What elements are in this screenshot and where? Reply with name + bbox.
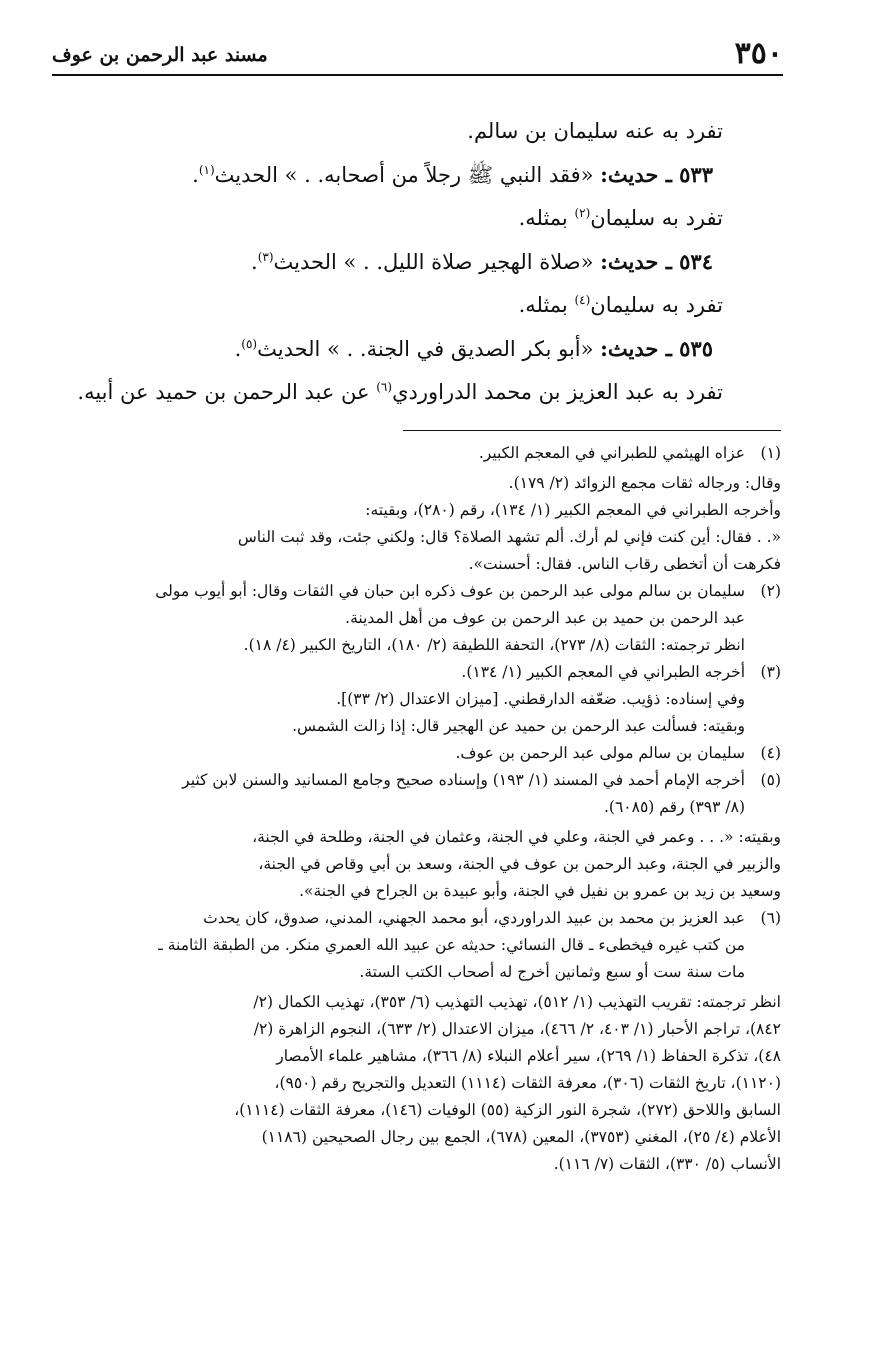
footnote-mark: (٤) [760, 744, 781, 762]
footnote-continuation-line: الأعلام (٤/ ٢٥)، المغني (٣٧٥٣)، المعين (٦٧٨)، الجمع بين رجال الصحيحين (١١٨٦) [261, 1128, 781, 1146]
hadith-number: ٥٣٥ ـ حديث: [600, 336, 713, 361]
footnote-line: سليمان بن سالم مولى عبد الرحمن بن عوف ذكره ابن حبان في الثقات وقال: أبو أيوب مولى [155, 582, 745, 600]
footnote-mark: (٢) [760, 582, 781, 600]
footnote-line: من كتب غيره فيخطىء ـ قال النسائي: حديثه عن عبيد الله العمري منكر. من الطبقة الثامنة ـ [158, 936, 745, 954]
footnote-line: (٨/ ٣٩٣) رقم (٦٠٨٥). [604, 798, 745, 816]
footnote-mark: (٦) [760, 909, 781, 927]
footnote-continuation-line: «. . فقال: أين كنت فإني لم أرك. ألم تشهد الصلاة؟ قال: ولكني جئت، وقد ثبت الناس [237, 528, 781, 546]
main-line [52, 110, 725, 153]
main-line [52, 284, 725, 327]
main-line-end: بمثله. [518, 206, 575, 230]
footnote-continuation-line: ٨٤٢)، تراجم الأحبار (١/ ٤٠٣، ٢/ ٤٦٦)، ميزان الاعتدال (٢/ ٦٣٣)، النجوم الزاهرة (٢/ [253, 1020, 781, 1038]
footnote-body [52, 905, 745, 986]
footnote [52, 659, 781, 740]
hadith-number: ٥٣٤ ـ حديث: [600, 249, 713, 274]
main-line-text: تفرد به سليمان [590, 293, 723, 317]
footnote-continuation-line: وبقيته: «. . . وعمر في الجنة، وعلي في الجنة، وعثمان في الجنة، وطلحة في الجنة، [252, 828, 781, 846]
footnote [52, 578, 781, 659]
footnote-mark: (٣) [760, 663, 781, 681]
footnotes [52, 440, 781, 1178]
hadith-text: «أبو بكر الصديق في الجنة. . » الحديث [257, 337, 601, 361]
hadith-number: ٥٣٣ ـ حديث: [600, 162, 713, 187]
footnote-line: أخرجه الإمام أحمد في المسند (١/ ١٩٣) وإسناده صحيح وجامع المسانيد والسنن لابن كثير [182, 771, 745, 789]
footnote-line: عزاه الهيثمي للطبراني في المعجم الكبير. [478, 444, 745, 462]
hadith-text: «صلاة الهجير صلاة الليل. . » الحديث [273, 250, 601, 274]
footnote-continuation-line: (١١٢٠)، تاريخ الثقات (٣٠٦)، معرفة الثقات (١١١٤) التعديل والتجريح رقم (٩٥٠)، [274, 1074, 781, 1092]
footnote-continuation-line: فكرهت أن أتخطى رقاب الناس. فقال: أحسنت». [468, 555, 781, 573]
hadith-text: «فقد النبي ﷺ رجلاً من أصحابه. . » الحديث [214, 163, 601, 187]
main-line-text: تفرد به سليمان [590, 206, 723, 230]
hadith-end: . [251, 250, 258, 274]
footnote-line: سليمان بن سالم مولى عبد الرحمن بن عوف. [455, 744, 745, 762]
footnote [52, 905, 781, 986]
page-number: ٣٥٠ [734, 36, 783, 71]
main-line-text: تفرد به عبد العزيز بن محمد الدراوردي [392, 380, 723, 404]
hadith-end: . [234, 337, 242, 361]
main-line [52, 371, 725, 414]
footnote-continuation-line: والزبير في الجنة، وعبد الرحمن بن عوف في الجنة، وسعد بن أبي وقاص في الجنة، [258, 855, 781, 873]
footnote-rule [403, 430, 781, 431]
footnote-line: عبد العزيز بن محمد بن عبيد الدراوردي، أبو محمد الجهني، المدني، صدوق، كان يحدث [203, 909, 745, 927]
footnote-continuation-line: وأخرجه الطبراني في المعجم الكبير (١/ ١٣٤)، رقم (٢٨٠)، وبقيته: [365, 501, 781, 519]
footnote-line: وبقيته: فسألت عبد الرحمن بن حميد عن الهجير قال: إذا زالت الشمس. [292, 717, 745, 735]
main-line-end: عن عبد الرحمن بن حميد عن أبيه. [77, 380, 377, 404]
main-line [52, 197, 725, 240]
footnote-mark: (١) [760, 444, 781, 462]
footnote [52, 740, 781, 767]
footnote-ref[interactable]: (٦) [376, 380, 393, 394]
main-line-end: بمثله. [518, 293, 575, 317]
footnote-body [52, 659, 745, 740]
footnote-ref[interactable]: (٢) [574, 206, 591, 220]
hadith-entry [52, 153, 725, 197]
footnote-ref[interactable]: (١) [198, 163, 215, 177]
hadith-end: . [192, 163, 199, 187]
footnote-continuation-line: وقال: ورجاله ثقات مجمع الزوائد (٢/ ١٧٩). [508, 474, 781, 492]
footnote-body [52, 440, 745, 467]
footnote-continuation-line: ٤٨)، تذكرة الحفاظ (١/ ٢٦٩)، سير أعلام النبلاء (٨/ ٣٦٦)، مشاهير علماء الأمصار [276, 1047, 781, 1065]
header-rule [52, 74, 783, 76]
footnote-continuation-line: وسعيد بن زيد بن عمرو بن نفيل في الجنة، وأبو عبيدة بن الجراح في الجنة». [299, 882, 781, 900]
main-line-text: تفرد به عنه سليمان بن سالم. [467, 119, 723, 143]
footnote-continuation-line: السابق واللاحق (٢٧٢)، شجرة النور الزكية (٥٥) الوفيات (١٤٦)، معرفة الثقات (١١١٤)، [234, 1101, 781, 1119]
running-title: مسند عبد الرحمن بن عوف [52, 44, 268, 66]
footnote-line: أخرجه الطبراني في المعجم الكبير (١/ ١٣٤). [461, 663, 745, 681]
footnote [52, 440, 781, 467]
footnote-ref[interactable]: (٣) [257, 250, 274, 264]
footnote-line: عبد الرحمن بن حميد بن عبد الرحمن بن عوف من أهل المدينة. [345, 609, 745, 627]
footnote-mark: (٥) [760, 771, 781, 789]
footnote-ref[interactable]: (٤) [574, 293, 591, 307]
footnote-continuation-line: انظر ترجمته: تقريب التهذيب (١/ ٥١٢)، تهذيب التهذيب (٦/ ٣٥٣)، تهذيب الكمال (٢/ [253, 993, 781, 1011]
footnote [52, 767, 781, 821]
footnote-body [52, 767, 745, 821]
footnote-ref[interactable]: (٥) [241, 337, 258, 351]
footnote-line: انظر ترجمته: الثقات (٨/ ٢٧٣)، التحفة اللطيفة (٢/ ١٨٠)، التاريخ الكبير (٤/ ١٨). [243, 636, 745, 654]
main-text [52, 110, 725, 414]
footnote-line: مات سنة ست أو سبع وثمانين أخرج له أصحاب الكتب الستة. [359, 963, 745, 981]
footnote-continuation-line: الأنساب (٥/ ٣٣٠)، الثقات (٧/ ١١٦). [553, 1155, 781, 1173]
hadith-entry [52, 240, 725, 284]
page-header [52, 36, 783, 76]
hadith-entry [52, 327, 725, 371]
footnote-body [52, 578, 745, 659]
footnote-line: وفي إسناده: ذؤيب. ضعّفه الدارقطني. [ميزان الاعتدال (٢/ ٣٣)]. [336, 690, 745, 708]
footnote-body [52, 740, 745, 767]
